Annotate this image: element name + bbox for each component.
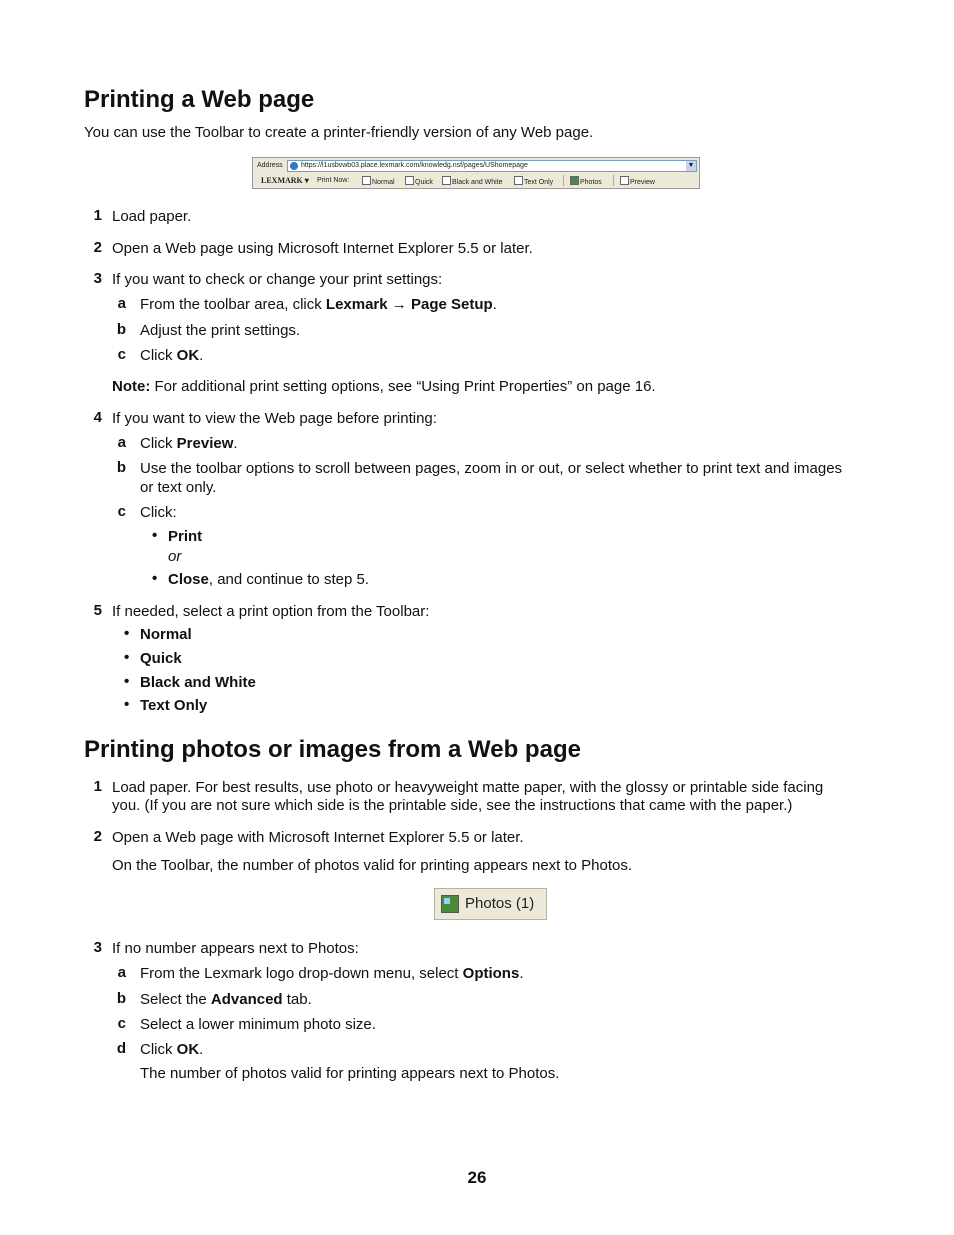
- step-number: 3: [93, 939, 102, 956]
- substep-text: Click Preview.: [140, 435, 238, 452]
- globe-icon: [290, 162, 298, 170]
- toolbar-separator: [563, 175, 564, 186]
- substep-subtext: The number of photos valid for printing appears next to Photos.: [140, 1065, 560, 1082]
- substep-text: Select the Advanced tab.: [140, 991, 312, 1008]
- step-number: 5: [93, 602, 102, 619]
- note: Note: For additional print setting options, see “Using Print Properties” on page 16.: [112, 378, 656, 395]
- photos-button-label: Photos (1): [465, 895, 535, 912]
- substep-text: Click OK.: [140, 1041, 204, 1058]
- option-quick: Quick: [140, 650, 182, 667]
- section-title-printing-photos: Printing photos or images from a Web page: [84, 736, 581, 763]
- substep-letter: c: [117, 503, 126, 520]
- section-title-printing-web-page: Printing a Web page: [84, 86, 315, 113]
- substep-letter: b: [116, 990, 126, 1007]
- step-subtext: On the Toolbar, the number of photos valid for printing appears next to Photos.: [112, 857, 633, 874]
- option-text-only: Text Only: [140, 697, 208, 714]
- substep-letter: c: [117, 1015, 126, 1032]
- black-white-icon: [442, 176, 451, 185]
- substep-letter: a: [117, 434, 126, 451]
- bullet-text: Print: [168, 528, 203, 545]
- lexmark-toolbar-row: [255, 175, 697, 187]
- substep-text: Click OK.: [140, 347, 204, 364]
- step-number: 2: [93, 828, 102, 845]
- chevron-down-icon: ▼: [687, 162, 695, 169]
- substep-text: From the Lexmark logo drop-down menu, select Options.: [140, 965, 524, 982]
- toolbar-quick: Quick: [405, 176, 433, 188]
- bullet: •: [124, 696, 130, 713]
- text-icon: [514, 176, 523, 185]
- step-number: 1: [93, 778, 102, 795]
- printer-icon: [362, 176, 371, 185]
- step-text: Open a Web page with Microsoft Internet Explorer 5.5 or later.: [112, 829, 524, 846]
- step-number: 3: [93, 270, 102, 287]
- page-number: 26: [467, 1168, 487, 1187]
- step-text: If needed, select a print option from the Toolbar:: [112, 603, 430, 620]
- substep-letter: c: [117, 346, 126, 363]
- step-text: Load paper. For best results, use photo or heavyweight matte paper, with the glossy or printable side facing: [112, 779, 824, 796]
- step-number: 1: [93, 207, 102, 224]
- step-text: If you want to view the Web page before printing:: [112, 410, 437, 427]
- bullet: •: [124, 649, 130, 666]
- step-number: 2: [93, 239, 102, 256]
- substep-letter: b: [116, 321, 126, 338]
- quick-icon: [405, 176, 414, 185]
- step-number: 4: [93, 409, 102, 426]
- option-normal: Normal: [140, 626, 192, 643]
- or-text: or: [168, 548, 182, 565]
- preview-icon: [620, 176, 629, 185]
- address-bar: [255, 160, 697, 173]
- bullet: •: [124, 673, 130, 690]
- address-url: https://l1usbvwb03.place.lexmark.com/knowledg.nsf/pages/UShomepage: [301, 162, 528, 169]
- photos-button-screenshot: [434, 888, 547, 920]
- toolbar-preview: Preview: [620, 176, 655, 188]
- toolbar-normal: Normal: [362, 176, 395, 188]
- lexmark-logo: LEXMARK ▾: [261, 176, 309, 185]
- photos-icon: [441, 895, 459, 913]
- substep-letter: a: [117, 964, 126, 981]
- step-text: Load paper.: [112, 208, 192, 225]
- substep-letter: d: [116, 1040, 126, 1057]
- toolbar-separator: [613, 175, 614, 186]
- substep-text: Click:: [140, 504, 177, 521]
- bullet: •: [152, 570, 158, 587]
- toolbar-text-only: Text Only: [514, 176, 553, 188]
- substep-text: Adjust the print settings.: [140, 322, 301, 339]
- step-text-cont: you. (If you are not sure which side is the printable side, see the instructions that came with the paper.): [112, 797, 793, 814]
- address-label: Address: [257, 162, 283, 169]
- toolbar-photos: Photos: [570, 176, 602, 188]
- step-text: If no number appears next to Photos:: [112, 940, 359, 957]
- photos-icon: [570, 176, 579, 185]
- address-field: [287, 160, 697, 172]
- option-black-and-white: Black and White: [140, 674, 256, 691]
- toolbar-screenshot: [252, 157, 700, 189]
- step-text: If you want to check or change your print settings:: [112, 271, 443, 288]
- intro-text: You can use the Toolbar to create a printer-friendly version of any Web page.: [84, 124, 594, 141]
- bullet: •: [152, 527, 158, 544]
- bullet-text: Close, and continue to step 5.: [168, 571, 369, 588]
- substep-text-cont: or text only.: [140, 479, 217, 496]
- substep-text: Select a lower minimum photo size.: [140, 1016, 376, 1033]
- toolbar-black-and-white: Black and White: [442, 176, 503, 188]
- substep-text: Use the toolbar options to scroll between pages, zoom in or out, or select whether to print text and images: [140, 460, 843, 477]
- substep-text: From the toolbar area, click Lexmark → Page Setup.: [140, 296, 497, 313]
- bullet: •: [124, 625, 130, 642]
- substep-letter: a: [117, 295, 126, 312]
- print-now-label: Print Now:: [317, 177, 350, 184]
- step-text: Open a Web page using Microsoft Internet Explorer 5.5 or later.: [112, 240, 533, 257]
- substep-letter: b: [116, 459, 126, 476]
